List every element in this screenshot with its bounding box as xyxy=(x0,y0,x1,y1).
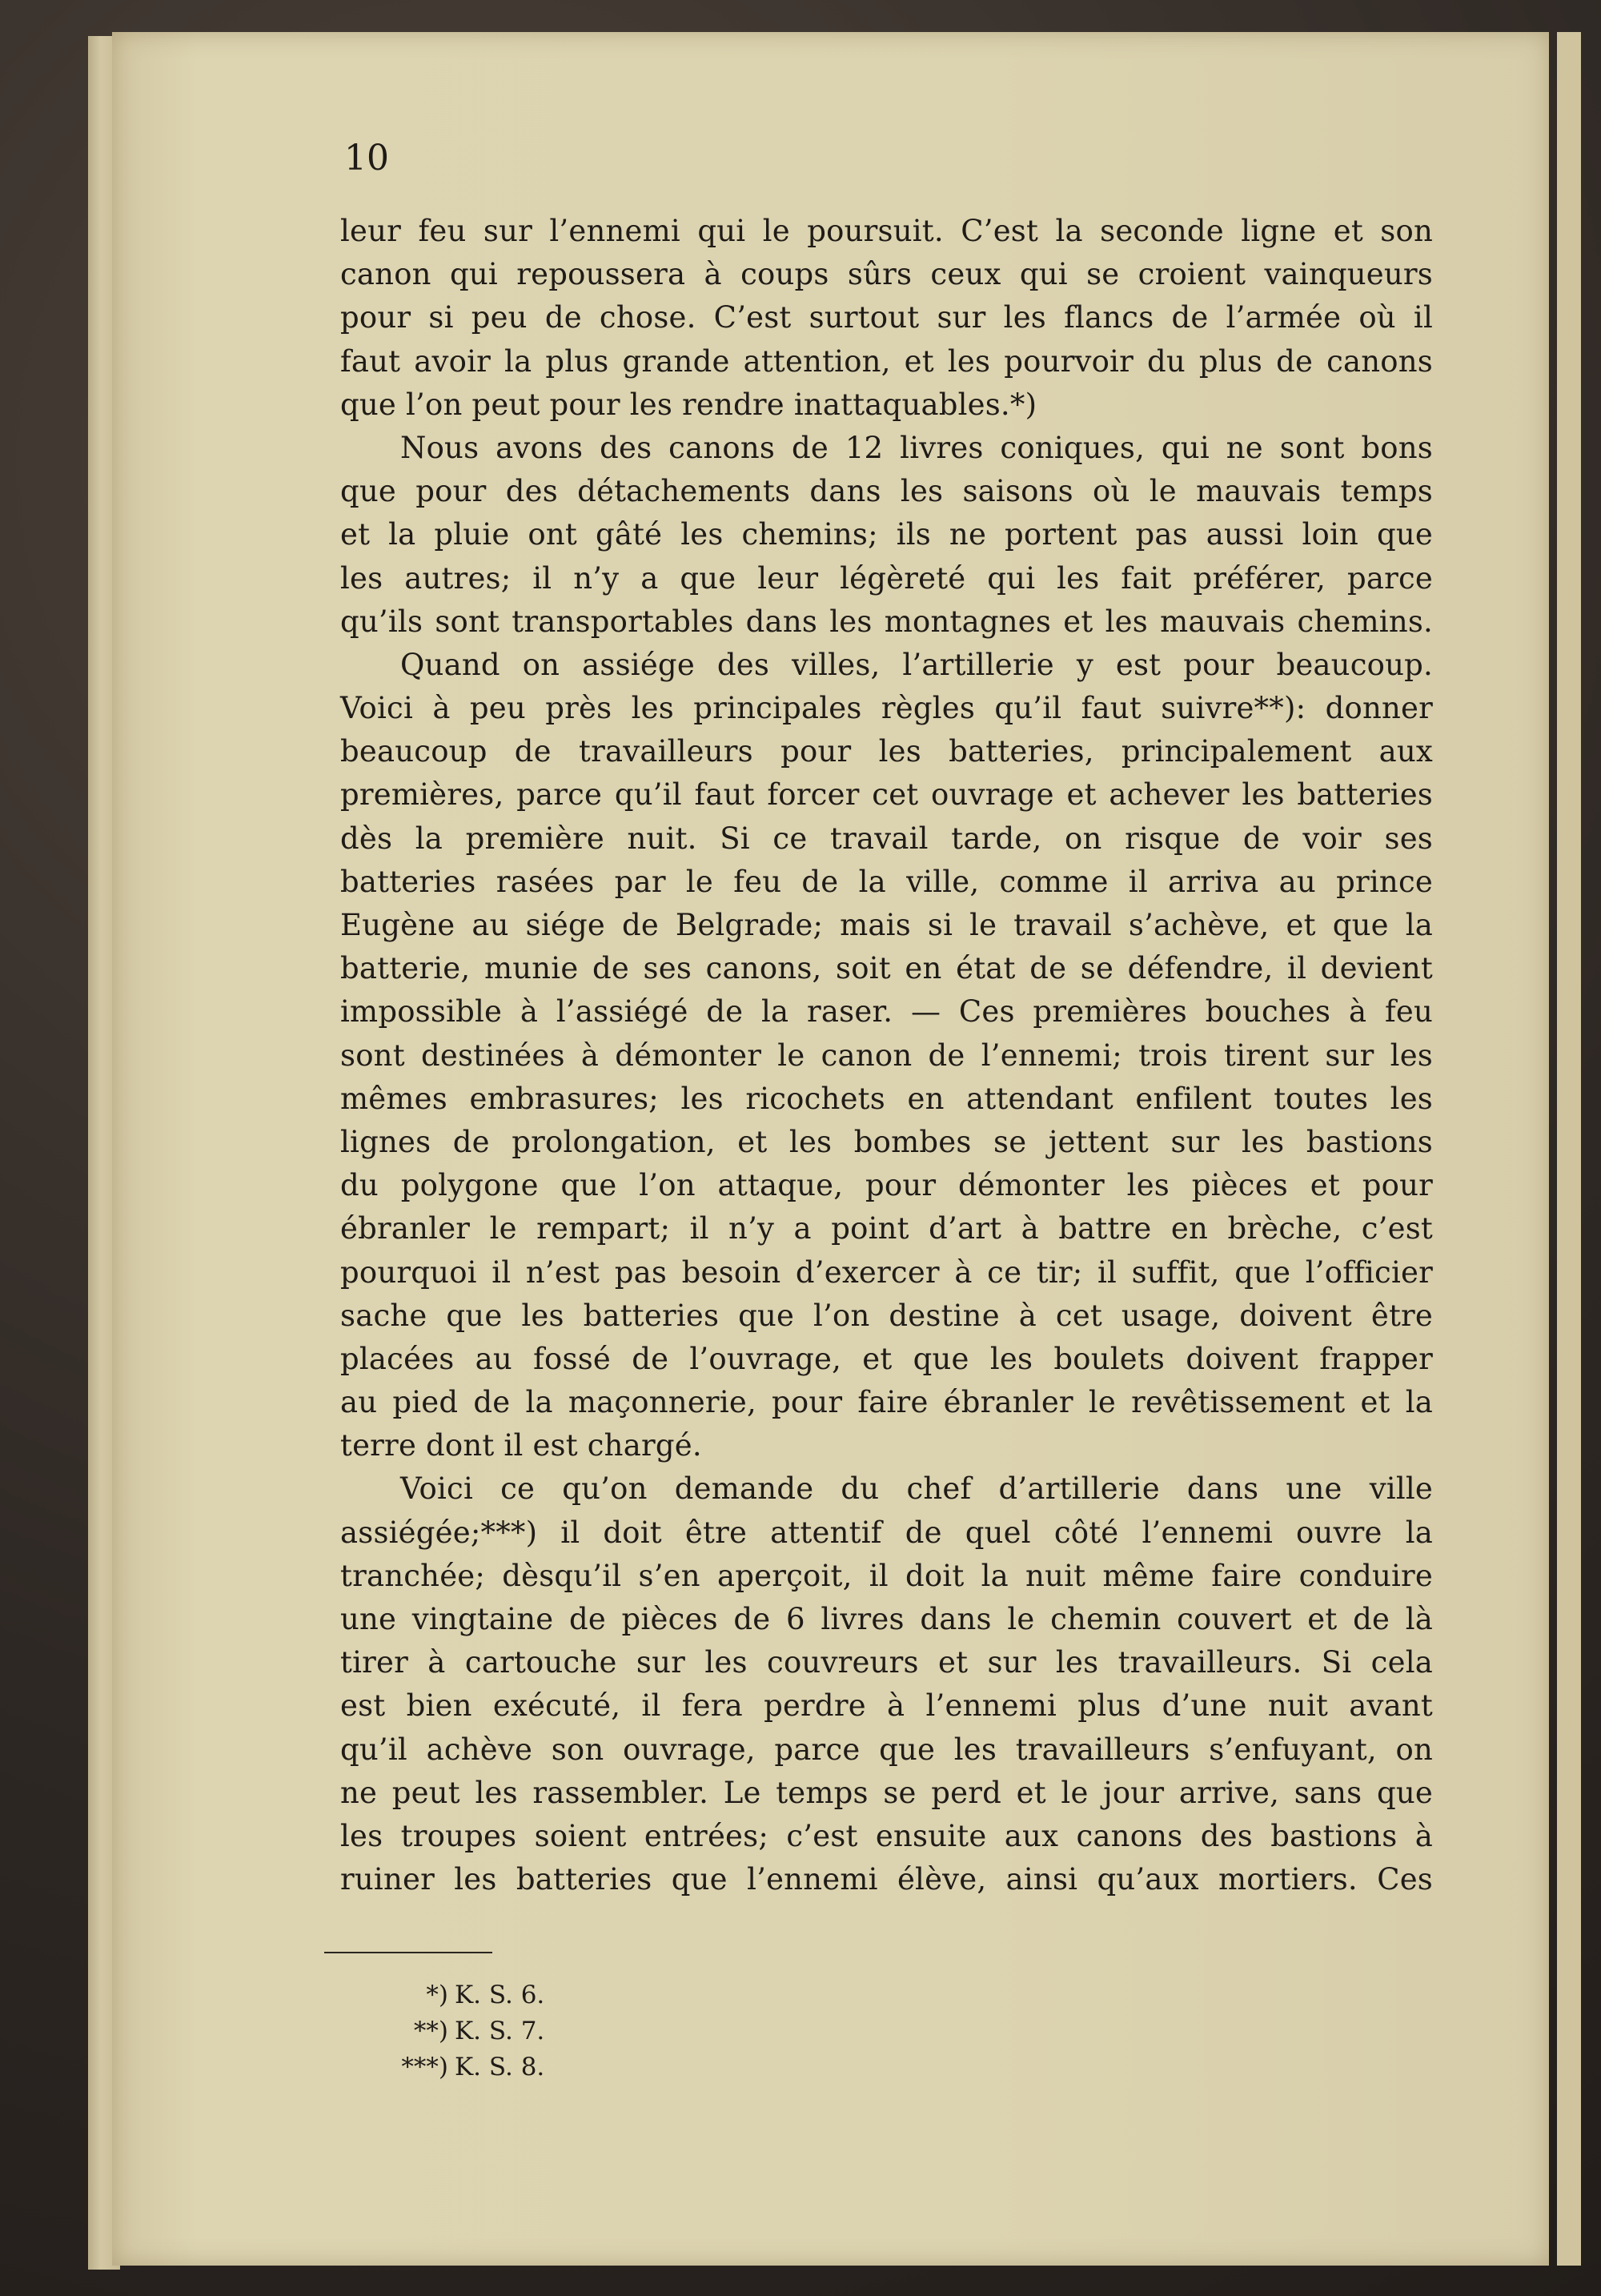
footnote-reference: K. S. 7. xyxy=(455,2017,545,2045)
text-line: canon qui repoussera à coups sûrs ceux qui se croient vainqueurs xyxy=(340,257,1433,292)
body-text xyxy=(340,210,1433,1901)
footnote-mark: *) xyxy=(426,1981,448,2009)
text-line: leur feu sur l’ennemi qui le poursuit. C’est la seconde ligne et son xyxy=(340,214,1433,248)
text-line: batteries rasées par le feu de la ville, comme il arriva au prince xyxy=(340,864,1433,899)
text-line: batterie, munie de ses canons, soit en état de se défendre, il devient xyxy=(340,951,1433,986)
text-line: pourquoi il n’est pas besoin d’exercer à ce tir; il suffit, que l’officier xyxy=(340,1254,1433,1290)
text-line: ruiner les batteries que l’ennemi élève, ainsi qu’aux mortiers. Ces xyxy=(340,1862,1433,1897)
footnote-mark: **) xyxy=(413,2017,448,2045)
text-line: qu’ils sont transportables dans les montagnes et les mauvais chemins. xyxy=(340,604,1433,639)
page-number: 10 xyxy=(344,138,389,179)
text-line: sont destinées à démonter le canon de l’ennemi; trois tirent sur les xyxy=(340,1038,1433,1073)
text-line: terre dont il est chargé. xyxy=(340,1428,702,1463)
text-line: les troupes soient entrées; c’est ensuite aux canons des bastions à xyxy=(340,1818,1433,1853)
footnote-mark: ***) xyxy=(401,2053,448,2081)
text-line: faut avoir la plus grande attention, et les pourvoir du plus de canons xyxy=(340,343,1433,379)
footnote-reference: K. S. 6. xyxy=(455,1981,545,2009)
text-line: est bien exécuté, il fera perdre à l’ennemi plus d’une nuit avant xyxy=(340,1688,1433,1724)
next-page-edge xyxy=(1557,32,1581,2266)
footnote-separator xyxy=(324,1952,492,1953)
paragraph-start-line: Nous avons des canons de 12 livres coniques, qui ne sont bons xyxy=(400,430,1433,465)
text-line: que pour des détachements dans les saisons où le mauvais temps xyxy=(340,474,1433,509)
text-line: placées au fossé de l’ouvrage, et que les boulets doivent frapper xyxy=(340,1341,1433,1376)
text-line: lignes de prolongation, et les bombes se jettent sur les bastions xyxy=(340,1124,1433,1159)
text-line: beaucoup de travailleurs pour les batteries, principalement aux xyxy=(340,734,1433,769)
text-line: du polygone que l’on attaque, pour démonter les pièces et pour xyxy=(340,1168,1433,1203)
text-line: tranchée; dèsqu’il s’en aperçoit, il doit la nuit même faire conduire xyxy=(340,1558,1433,1593)
footnote xyxy=(352,2049,592,2085)
text-line: tirer à cartouche sur les couvreurs et sur les travailleurs. Si cela xyxy=(340,1645,1433,1680)
text-line: et la pluie ont gâté les chemins; ils ne portent pas aussi loin que xyxy=(340,517,1433,552)
text-line: ébranler le rempart; il n’y a point d’art à battre en brèche, c’est xyxy=(340,1211,1433,1246)
footnotes xyxy=(352,1977,592,2085)
text-line: impossible à l’assiégé de la raser. — Ces premières bouches à feu xyxy=(340,994,1433,1030)
text-line: qu’il achève son ouvrage, parce que les travailleurs s’enfuyant, on xyxy=(340,1732,1433,1767)
footnote xyxy=(352,1977,592,2013)
text-line: une vingtaine de pièces de 6 livres dans le chemin couvert et de là xyxy=(340,1602,1433,1636)
text-line: dès la première nuit. Si ce travail tarde, on risque de voir ses xyxy=(340,821,1433,856)
paragraph-start-line: Voici ce qu’on demande du chef d’artillerie dans une ville xyxy=(400,1471,1433,1507)
footnote xyxy=(352,2013,592,2049)
text-line: sache que les batteries que l’on destine à cet usage, doivent être xyxy=(340,1298,1433,1333)
text-line: au pied de la maçonnerie, pour faire ébranler le revêtissement et la xyxy=(340,1385,1433,1420)
footnote-reference: K. S. 8. xyxy=(455,2053,545,2081)
text-line: Voici à peu près les principales règles qu’il faut suivre**): donner xyxy=(340,691,1433,726)
text-line: mêmes embrasures; les ricochets en attendant enfilent toutes les xyxy=(340,1081,1433,1116)
paragraph-start-line: Quand on assiége des villes, l’artillerie y est pour beaucoup. xyxy=(400,647,1433,682)
text-line: assiégée;***) il doit être attentif de quel côté l’ennemi ouvre la xyxy=(340,1515,1433,1550)
text-line: les autres; il n’y a que leur légèreté qui les fait préférer, parce xyxy=(340,560,1433,596)
text-line: Eugène au siége de Belgrade; mais si le travail s’achève, et que la xyxy=(340,908,1433,942)
text-line: pour si peu de chose. C’est surtout sur les flancs de l’armée où il xyxy=(340,300,1433,335)
text-line: que l’on peut pour les rendre inattaquables.*) xyxy=(340,387,1037,422)
text-line: premières, parce qu’il faut forcer cet ouvrage et achever les batteries xyxy=(340,777,1433,813)
text-line: ne peut les rassembler. Le temps se perd et le jour arrive, sans que xyxy=(340,1775,1433,1810)
